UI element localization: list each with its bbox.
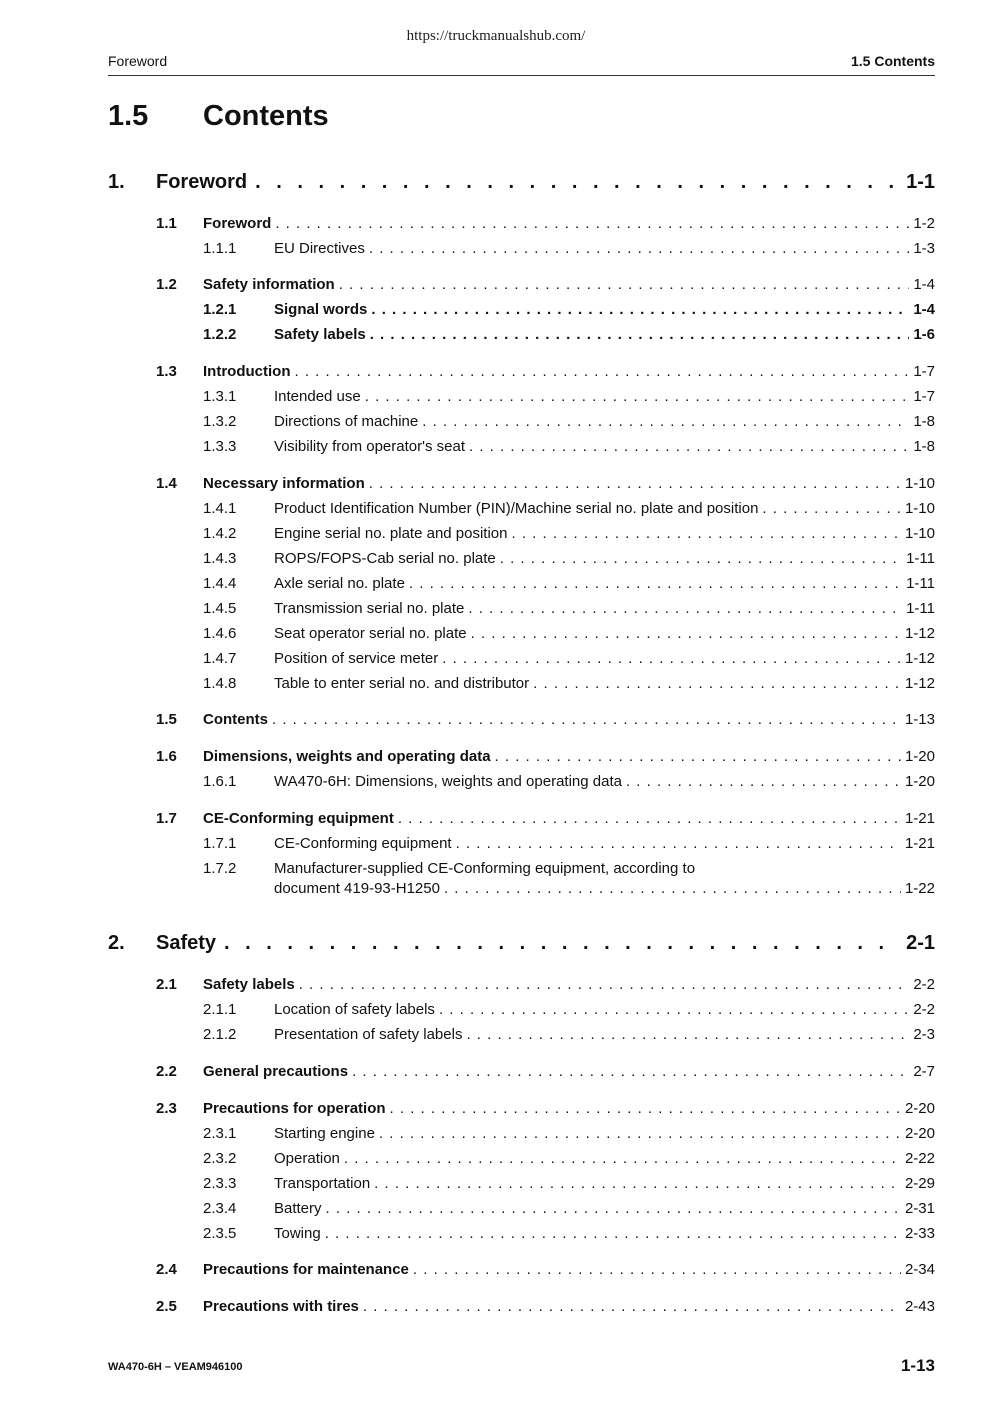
toc-entry-number: 1.2 <box>156 276 177 293</box>
toc-entry-number: 1.1 <box>156 215 177 232</box>
toc-leader-dots <box>512 525 901 542</box>
toc-entry-page: 2-3 <box>913 1026 935 1043</box>
toc-entry-title: Transportation <box>274 1175 371 1192</box>
toc-entry-title: Product Identification Number (PIN)/Machine serial no. plate and position <box>274 500 759 517</box>
toc-sub-entry[interactable] <box>203 1225 935 1242</box>
toc-entry-page: 1-22 <box>904 880 935 897</box>
toc-entry-title: Intended use <box>274 388 361 405</box>
toc-entry-number: 2.5 <box>156 1298 177 1315</box>
toc-sub-entry[interactable] <box>203 500 935 517</box>
toc-entry-page: 2-31 <box>904 1200 935 1217</box>
toc-entry-title: Contents <box>203 711 268 728</box>
toc-entry-number: 2.3 <box>156 1100 177 1117</box>
toc-sub-entry[interactable] <box>203 525 935 542</box>
toc-leader-dots <box>456 835 901 852</box>
toc-leader-dots <box>374 1175 901 1192</box>
toc-entry-number: 1.3 <box>156 363 177 380</box>
toc-section-entry[interactable] <box>156 976 935 993</box>
toc-entry-title: Safety labels <box>274 326 366 343</box>
toc-leader-dots <box>409 575 902 592</box>
toc-chapter-entry[interactable] <box>108 932 935 955</box>
toc-entry-page: 1-12 <box>904 675 935 692</box>
toc-leader-dots <box>275 215 909 232</box>
footer-page-number: 1-13 <box>900 1356 935 1375</box>
toc-leader-dots <box>371 301 909 318</box>
toc-entry-page: 1-12 <box>904 625 935 642</box>
toc-entry-title: Seat operator serial no. plate <box>274 625 467 642</box>
toc-entry-page: 2-1 <box>906 932 935 954</box>
toc-entry-number: 1.7 <box>156 810 177 827</box>
header-rule <box>108 75 935 76</box>
toc-entry-title: Position of service meter <box>274 650 439 667</box>
header-chapter: Foreword <box>108 53 168 69</box>
toc-entry-title: Towing <box>274 1225 321 1242</box>
toc-entry-page: 2-2 <box>913 1001 935 1018</box>
toc-section-entry[interactable] <box>156 711 935 728</box>
toc-entry-page: 1-11 <box>906 575 935 592</box>
toc-entry-page: 2-34 <box>904 1261 935 1278</box>
toc-entry-page: 1-7 <box>913 363 935 380</box>
toc-entry-page: 1-12 <box>904 650 935 667</box>
toc-sub-entry[interactable] <box>203 388 935 405</box>
page-title-text: Contents <box>203 100 329 132</box>
toc-entry-number: 2.3.3 <box>203 1175 237 1192</box>
toc-section-entry[interactable] <box>156 810 935 827</box>
page-title <box>108 100 329 133</box>
toc-leader-dots <box>762 500 901 517</box>
toc-leader-dots <box>533 675 901 692</box>
toc-sub-entry[interactable] <box>203 1001 935 1018</box>
toc-entry-number: 1.4.5 <box>203 600 237 617</box>
toc-entry-page: 1-20 <box>904 773 935 790</box>
toc-entry-page: 2-43 <box>904 1298 935 1315</box>
toc-entry-title: Precautions for operation <box>203 1100 386 1117</box>
toc-entry-number: 1.4.1 <box>203 500 237 517</box>
toc-entry-number: 1.7.2 <box>203 860 237 877</box>
toc-entry-page: 2-7 <box>913 1063 935 1080</box>
toc-entry-title: Table to enter serial no. and distributor <box>274 675 530 692</box>
toc-leader-dots <box>500 550 902 567</box>
toc-entry-number: 1.2.1 <box>203 301 237 318</box>
toc-entry-title: WA470-6H: Dimensions, weights and operating data <box>274 773 622 790</box>
toc-entry-title: Signal words <box>274 301 368 318</box>
toc-sub-entry[interactable] <box>203 1026 935 1043</box>
toc-entry-title: CE-Conforming equipment <box>203 810 394 827</box>
toc-entry-page: 1-20 <box>904 748 935 765</box>
toc-entry-title: General precautions <box>203 1063 349 1080</box>
toc-entry-page: 1-10 <box>904 500 935 517</box>
toc-entry-page: 2-20 <box>904 1125 935 1142</box>
toc-leader-dots <box>444 880 901 897</box>
toc-leader-dots <box>352 1063 909 1080</box>
toc-entry-title: CE-Conforming equipment <box>274 835 452 852</box>
toc-entry-number: 1.4.7 <box>203 650 237 667</box>
toc-entry-page: 1-7 <box>913 388 935 405</box>
toc-entry-page: 2-22 <box>904 1150 935 1167</box>
footer-document-id: WA470-6H – VEAM946100 <box>108 1361 243 1373</box>
toc-entry-page: 1-21 <box>904 835 935 852</box>
toc-entry-title: Directions of machine <box>274 413 419 430</box>
toc-entry-title: EU Directives <box>274 240 365 257</box>
toc-sub-entry[interactable] <box>203 438 935 455</box>
toc-section-entry[interactable] <box>156 215 935 232</box>
toc-entry-number: 1.4 <box>156 475 177 492</box>
toc-entry-page: 1-11 <box>906 550 935 567</box>
header-section: 1.5 Contents <box>850 53 935 69</box>
toc-sub-entry[interactable] <box>203 625 935 642</box>
toc-leader-dots <box>398 810 901 827</box>
toc-leader-dots <box>224 932 900 955</box>
toc-entry-page: 1-8 <box>913 413 935 430</box>
toc-entry-page: 2-33 <box>904 1225 935 1242</box>
toc-entry-page: 1-10 <box>904 475 935 492</box>
toc-entry-page: 2-29 <box>904 1175 935 1192</box>
toc-entry-number: 2.3.5 <box>203 1225 237 1242</box>
toc-entry-number: 1.4.4 <box>203 575 237 592</box>
toc-sub-entry[interactable] <box>203 301 935 318</box>
toc-entry-page: 1-2 <box>913 215 935 232</box>
toc-entry-number: 1.3.1 <box>203 388 237 405</box>
toc-entry-title: Engine serial no. plate and position <box>274 525 508 542</box>
toc-entry-title: Presentation of safety labels <box>274 1026 463 1043</box>
toc-entry-title: Axle serial no. plate <box>274 575 405 592</box>
toc-entry-title: Necessary information <box>203 475 365 492</box>
toc-entry-title: Foreword <box>203 215 272 232</box>
toc-entry-title: Introduction <box>203 363 291 380</box>
toc-leader-dots <box>439 1001 909 1018</box>
toc-section-entry[interactable] <box>156 1100 935 1117</box>
toc-entry-number: 1.6 <box>156 748 177 765</box>
toc-entry-page: 1-21 <box>904 810 935 827</box>
toc-chapter-entry[interactable] <box>108 171 935 194</box>
toc-entry-page: 1-4 <box>913 276 935 293</box>
toc-sub-entry[interactable] <box>203 650 935 667</box>
toc-leader-dots <box>255 171 900 194</box>
toc-leader-dots <box>363 1298 901 1315</box>
toc-entry-number: 2.1.2 <box>203 1026 237 1043</box>
toc-section-entry[interactable] <box>156 748 935 765</box>
toc-leader-dots <box>294 363 909 380</box>
toc-entry-number: 1.6.1 <box>203 773 237 790</box>
toc-sub-entry[interactable] <box>203 240 935 257</box>
toc-entry-title: Visibility from operator's seat <box>274 438 465 455</box>
toc-entry-number: 1.3.2 <box>203 413 237 430</box>
toc-entry-number: 2.4 <box>156 1261 177 1278</box>
toc-section-entry[interactable] <box>156 276 935 293</box>
toc-entry-page: 1-11 <box>906 600 935 617</box>
toc-sub-entry[interactable] <box>203 1150 935 1167</box>
toc-entry-title: Starting engine <box>274 1125 375 1142</box>
toc-sub-entry[interactable] <box>203 326 935 343</box>
toc-sub-entry[interactable] <box>203 835 935 852</box>
toc-sub-entry[interactable] <box>203 413 935 430</box>
toc-leader-dots <box>413 1261 901 1278</box>
toc-sub-entry[interactable] <box>203 1200 935 1217</box>
toc-entry-title: Manufacturer-supplied CE-Conforming equipment, according to <box>274 860 696 877</box>
toc-leader-dots <box>299 976 910 993</box>
toc-sub-entry[interactable] <box>203 1125 935 1142</box>
toc-leader-dots <box>495 748 901 765</box>
toc-entry-page: 1-4 <box>913 301 935 318</box>
toc-sub-entry[interactable] <box>203 1175 935 1192</box>
toc-leader-dots <box>326 1200 901 1217</box>
toc-leader-dots <box>272 711 901 728</box>
toc-entry-page: 1-10 <box>904 525 935 542</box>
toc-entry-page: 1-13 <box>904 711 935 728</box>
toc-entry-page: 1-8 <box>913 438 935 455</box>
toc-leader-dots <box>468 600 902 617</box>
toc-section-entry[interactable] <box>156 363 935 380</box>
toc-leader-dots <box>370 326 910 343</box>
toc-entry-number: 1.4.6 <box>203 625 237 642</box>
toc-sub-entry-continuation[interactable] <box>274 880 935 897</box>
toc-leader-dots <box>379 1125 901 1142</box>
toc-entry-number: 2.3.1 <box>203 1125 237 1142</box>
toc-leader-dots <box>466 1026 909 1043</box>
toc-leader-dots <box>390 1100 901 1117</box>
toc-entry-number: 2.3.2 <box>203 1150 237 1167</box>
toc-entry-number: 1.3.3 <box>203 438 237 455</box>
toc-entry-title: Dimensions, weights and operating data <box>203 748 491 765</box>
toc-entry-title: ROPS/FOPS-Cab serial no. plate <box>274 550 496 567</box>
toc-entry-number: 1. <box>108 171 125 193</box>
toc-entry-title: Foreword <box>156 171 248 193</box>
toc-entry-number: 1.2.2 <box>203 326 237 343</box>
toc-sub-entry[interactable] <box>203 575 935 592</box>
toc-leader-dots <box>369 475 901 492</box>
toc-section-entry[interactable] <box>156 1063 935 1080</box>
toc-section-entry[interactable] <box>156 1261 935 1278</box>
toc-entry-number: 1.4.3 <box>203 550 237 567</box>
toc-entry-number: 2.2 <box>156 1063 177 1080</box>
toc-leader-dots <box>339 276 910 293</box>
toc-entry-number: 1.1.1 <box>203 240 237 257</box>
toc-leader-dots <box>626 773 901 790</box>
running-header <box>108 53 935 71</box>
toc-entry-title: Safety <box>156 932 217 954</box>
toc-entry-title: Operation <box>274 1150 340 1167</box>
toc-leader-dots <box>365 388 910 405</box>
toc-entry-number: 2. <box>108 932 125 954</box>
toc-section-entry[interactable] <box>156 1298 935 1315</box>
toc-entry-number: 1.7.1 <box>203 835 237 852</box>
page-title-number: 1.5 <box>108 100 149 132</box>
toc-leader-dots <box>344 1150 901 1167</box>
toc-leader-dots <box>325 1225 901 1242</box>
toc-entry-number: 2.3.4 <box>203 1200 237 1217</box>
toc-entry-page: 2-2 <box>913 976 935 993</box>
toc-sub-entry[interactable] <box>203 773 935 790</box>
toc-entry-number: 1.4.8 <box>203 675 237 692</box>
toc-leader-dots <box>422 413 909 430</box>
toc-sub-entry[interactable] <box>203 600 935 617</box>
source-url: https://truckmanualshub.com/ <box>406 28 586 44</box>
toc-entry-title: Safety labels <box>203 976 295 993</box>
toc-entry-number: 1.4.2 <box>203 525 237 542</box>
toc-entry-title: Precautions with tires <box>203 1298 359 1315</box>
toc-entry-page: 1-1 <box>906 171 935 193</box>
toc-entry-title: Battery <box>274 1200 322 1217</box>
toc-entry-page: 2-20 <box>904 1100 935 1117</box>
toc-entry-number: 1.5 <box>156 711 177 728</box>
toc-sub-entry[interactable] <box>203 675 935 692</box>
toc-section-entry[interactable] <box>156 475 935 492</box>
toc-entry-title: Safety information <box>203 276 335 293</box>
toc-leader-dots <box>469 438 909 455</box>
toc-leader-dots <box>369 240 909 257</box>
toc-entry-title-continuation: document 419-93-H1250 <box>274 880 440 897</box>
toc-entry-number: 2.1 <box>156 976 177 993</box>
toc-leader-dots <box>442 650 901 667</box>
toc-entry-number: 2.1.1 <box>203 1001 237 1018</box>
toc-leader-dots <box>471 625 901 642</box>
toc-entry-page: 1-3 <box>913 240 935 257</box>
toc-entry-page: 1-6 <box>913 326 935 343</box>
toc-sub-entry[interactable] <box>203 860 935 877</box>
toc-entry-title: Transmission serial no. plate <box>274 600 465 617</box>
toc-entry-title: Location of safety labels <box>274 1001 435 1018</box>
toc-sub-entry[interactable] <box>203 550 935 567</box>
toc-entry-title: Precautions for maintenance <box>203 1261 409 1278</box>
